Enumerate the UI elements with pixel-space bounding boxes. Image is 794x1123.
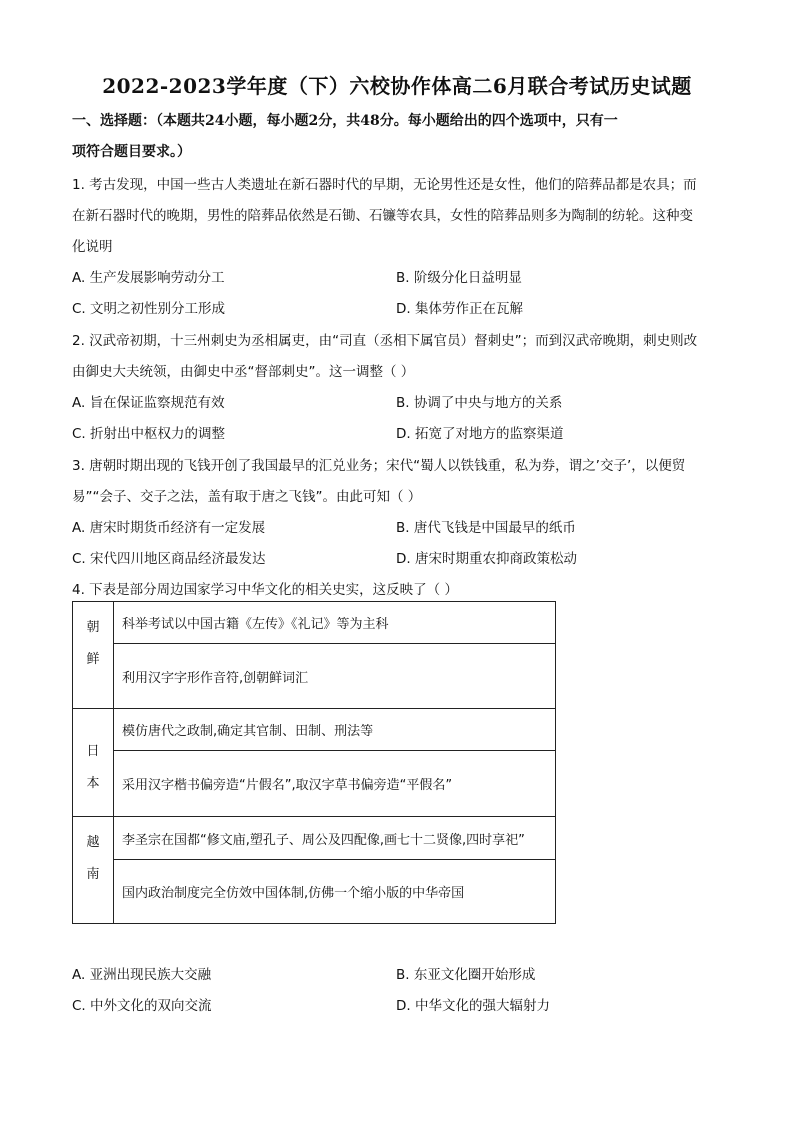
country-cell-korea [73, 602, 114, 709]
q3-option-c[interactable]: C. 宋代四川地区商品经济最发达 [72, 551, 266, 567]
culture-table [72, 601, 556, 924]
q2-stem-line-2: 由御史大夫统领，由御史中丞“督部刺史”。这一调整（ ） [72, 364, 415, 380]
section-heading-line-1: 一、选择题：（本题共24小题，每小题2分，共48分。每小题给出的四个选项中，只有一 [72, 113, 618, 129]
country-char: 本 [86, 775, 100, 791]
table-row [73, 709, 556, 751]
q2-option-d[interactable]: D. 拓宽了对地方的监察渠道 [396, 426, 564, 442]
fact-cell: 模仿唐代之政制,确定其官制、田制、刑法等 [114, 709, 556, 751]
q4-stem: 4. 下表是部分周边国家学习中华文化的相关史实，这反映了（ ） [72, 582, 458, 598]
q1-option-d[interactable]: D. 集体劳作正在瓦解 [396, 301, 523, 317]
table-row [73, 644, 556, 709]
q4-option-b[interactable]: B. 东亚文化圈开始形成 [396, 967, 536, 983]
fact-cell: 李圣宗在国都“修文庙,塑孔子、周公及四配像,画七十二贤像,四时享祀” [114, 817, 556, 860]
q3-stem-line-1: 3. 唐朝时期出现的飞钱开创了我国最早的汇兑业务；宋代“蜀人以铁钱重，私为券，谓之’交子’，以便贸 [72, 458, 686, 474]
q4-option-d[interactable]: D. 中华文化的强大辐射力 [396, 998, 550, 1014]
q1-option-b[interactable]: B. 阶级分化日益明显 [396, 270, 522, 286]
q4-option-c[interactable]: C. 中外文化的双向交流 [72, 998, 212, 1014]
country-cell-japan [73, 709, 114, 817]
q2-option-a[interactable]: A. 旨在保证监察规范有效 [72, 395, 225, 411]
q1-stem-line-1: 1. 考古发现，中国一些古人类遗址在新石器时代的早期，无论男性还是女性，他们的陪葬品都是农具；而 [72, 177, 697, 193]
q2-option-c[interactable]: C. 折射出中枢权力的调整 [72, 426, 226, 442]
q2-stem-line-1: 2. 汉武帝初期，十三州刺史为丞相属吏，由“司直（丞相下属官员）督刺史”；而到汉武帝晚期，刺史则改 [72, 333, 698, 349]
q1-option-a[interactable]: A. 生产发展影响劳动分工 [72, 270, 225, 286]
table-row [73, 817, 556, 860]
fact-cell: 采用汉字楷书偏旁造“片假名”,取汉字草书偏旁造“平假名” [114, 751, 556, 817]
q3-option-d[interactable]: D. 唐宋时期重农抑商政策松动 [396, 551, 577, 567]
q1-stem-line-2: 在新石器时代的晚期，男性的陪葬品依然是石锄、石镰等农具，女性的陪葬品则多为陶制的纺轮。这种变 [72, 208, 693, 224]
q1-stem-line-3: 化说明 [72, 239, 113, 255]
exam-title: 2022-2023学年度（下）六校协作体高二6月联合考试历史试题 [102, 74, 692, 98]
country-char: 鲜 [86, 652, 100, 667]
country-char: 日 [86, 743, 100, 759]
table-row [73, 860, 556, 924]
fact-cell: 国内政治制度完全仿效中国体制,仿佛一个缩小版的中华帝国 [114, 860, 556, 924]
country-char: 朝 [86, 620, 100, 635]
table-row [73, 602, 556, 644]
country-char: 越 [86, 835, 100, 850]
country-char: 南 [86, 867, 100, 882]
q3-option-a[interactable]: A. 唐宋时期货币经济有一定发展 [72, 520, 266, 536]
fact-cell: 利用汉字字形作音符,创朝鲜词汇 [114, 644, 556, 709]
q4-option-a[interactable]: A. 亚洲出现民族大交融 [72, 967, 212, 983]
q2-option-b[interactable]: B. 协调了中央与地方的关系 [396, 395, 563, 411]
fact-cell: 科举考试以中国古籍《左传》《礼记》等为主科 [114, 602, 556, 644]
q3-option-b[interactable]: B. 唐代飞钱是中国最早的纸币 [396, 520, 576, 536]
section-heading-line-2: 项符合题目要求。） [72, 144, 191, 160]
country-cell-vietnam [73, 817, 114, 924]
q3-stem-line-2: 易”“会子、交子之法，盖有取于唐之飞钱”。由此可知（ ） [72, 489, 422, 505]
q1-option-c[interactable]: C. 文明之初性别分工形成 [72, 301, 226, 317]
table-row [73, 751, 556, 817]
